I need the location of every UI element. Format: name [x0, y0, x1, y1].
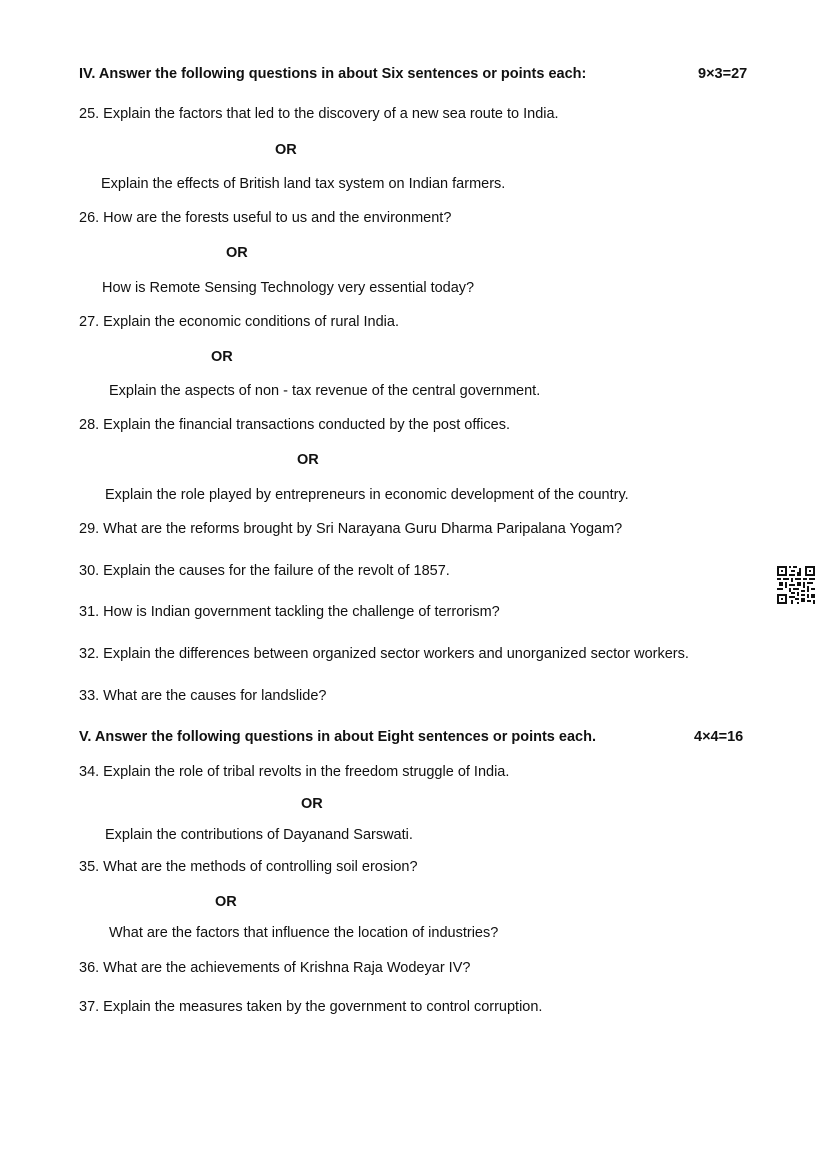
question-35-or: OR: [215, 894, 237, 910]
question-32: 32. Explain the differences between organized sector workers and unorganized sector workers.: [79, 646, 689, 662]
question-33: 33. What are the causes for landslide?: [79, 688, 327, 704]
question-26-or: OR: [226, 245, 248, 261]
question-37: 37. Explain the measures taken by the government to control corruption.: [79, 999, 543, 1015]
question-25-or: OR: [275, 142, 297, 158]
question-27-or: OR: [211, 349, 233, 365]
question-28-or: OR: [297, 452, 319, 468]
section-iv-marks: 9×3=27: [698, 66, 748, 82]
question-28: 28. Explain the financial transactions conducted by the post offices.: [79, 417, 510, 433]
question-25-alternative: Explain the effects of British land tax system on Indian farmers.: [101, 176, 506, 192]
question-26-alternative: How is Remote Sensing Technology very essential today?: [102, 280, 475, 296]
section-v-heading: V. Answer the following questions in about Eight sentences or points each.: [79, 729, 596, 745]
question-27: 27. Explain the economic conditions of rural India.: [79, 314, 399, 330]
question-25: 25. Explain the factors that led to the discovery of a new sea route to India.: [79, 106, 559, 122]
question-36: 36. What are the achievements of Krishna Raja Wodeyar IV?: [79, 960, 471, 976]
question-35: 35. What are the methods of controlling soil erosion?: [79, 859, 418, 875]
question-34-or: OR: [301, 796, 323, 812]
question-30: 30. Explain the causes for the failure of the revolt of 1857.: [79, 563, 450, 579]
question-29: 29. What are the reforms brought by Sri Narayana Guru Dharma Paripalana Yogam?: [79, 521, 623, 537]
question-34: 34. Explain the role of tribal revolts in the freedom struggle of India.: [79, 764, 510, 780]
question-28-alternative: Explain the role played by entrepreneurs in economic development of the country.: [105, 487, 629, 503]
question-35-alternative: What are the factors that influence the location of industries?: [109, 925, 499, 941]
question-26: 26. How are the forests useful to us and the environment?: [79, 210, 452, 226]
section-iv-heading: IV. Answer the following questions in about Six sentences or points each:: [79, 66, 587, 82]
question-34-alternative: Explain the contributions of Dayanand Sarswati.: [105, 827, 413, 843]
section-v-marks: 4×4=16: [694, 729, 744, 745]
question-31: 31. How is Indian government tackling the challenge of terrorism?: [79, 604, 500, 620]
question-27-alternative: Explain the aspects of non - tax revenue of the central government.: [109, 383, 541, 399]
qr-code-icon: [777, 566, 815, 604]
